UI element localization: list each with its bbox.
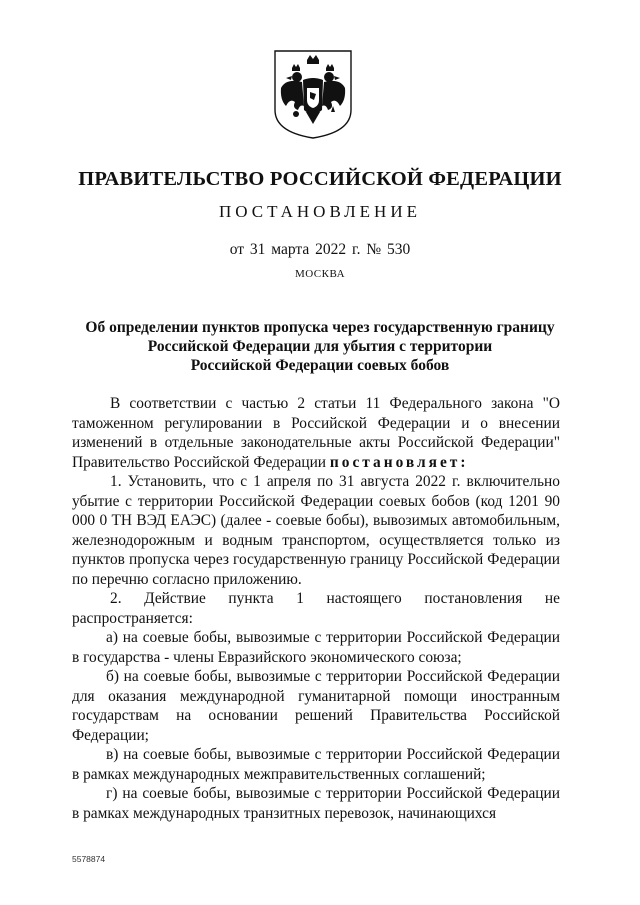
subparagraph-b: б) на соевые бобы, вывозимые с территории Российской Федерации для оказания международной гуманитарной помощи иностранным государствам на основании решений Правительства Российской Федерации; [72,668,560,744]
document-title [60,318,580,375]
paragraph-2: 2. Действие пункта 1 настоящего постановления не распространяется: [72,590,560,627]
coat-of-arms-emblem [272,48,354,140]
document-id: 5578874 [72,854,106,864]
double-headed-eagle-icon [272,48,354,140]
government-name: ПРАВИТЕЛЬСТВО РОССИЙСКОЙ ФЕДЕРАЦИИ [78,168,562,190]
preamble-text: В соответствии с частью 2 статьи 11 Федерального закона "О таможенном регулировании в Российской Федерации и о внесении изменений в отдельные законодательные акты Российской Федерации" Правительство Российской Федерации [72,395,560,471]
document-body [72,394,560,823]
decree-word: постановляет: [329,453,469,471]
title-line-1: Об определении пунктов пропуска через государственную границу [85,319,555,336]
title-line-2: Российской Федерации для убытия с территории [147,338,493,355]
subparagraph-v: в) на соевые бобы, вывозимые с территории Российской Федерации в рамках международных межправительственных соглашений; [72,746,560,783]
city-name: МОСКВА [294,268,346,280]
subparagraph-a: а) на соевые бобы, вывозимые с территории Российской Федерации в государства - члены Евразийского экономического союза; [72,629,560,666]
document-date-number: от 31 марта 2022 г. № 530 [229,241,411,258]
paragraph-1: 1. Установить, что с 1 апреля по 31 августа 2022 г. включительно убытие с территории Российской Федерации соевых бобов (код 1201 90 000 0 ТН ВЭД ЕАЭС) (далее - соевые бобы), вывозимых автомобильным, железнодорожным и водным транспортом, осуществляется только из пунктов пропуска через государственную границу Российской Федерации по перечню согласно приложению. [72,473,560,588]
title-line-3: Российской Федерации соевых бобов [190,357,450,374]
preamble-paragraph [72,394,560,472]
subparagraph-g: г) на соевые бобы, вывозимые с территории Российской Федерации в рамках международных транзитных перевозок, начинающихся [72,785,560,822]
document-type: ПОСТАНОВЛЕНИЕ [218,202,421,221]
